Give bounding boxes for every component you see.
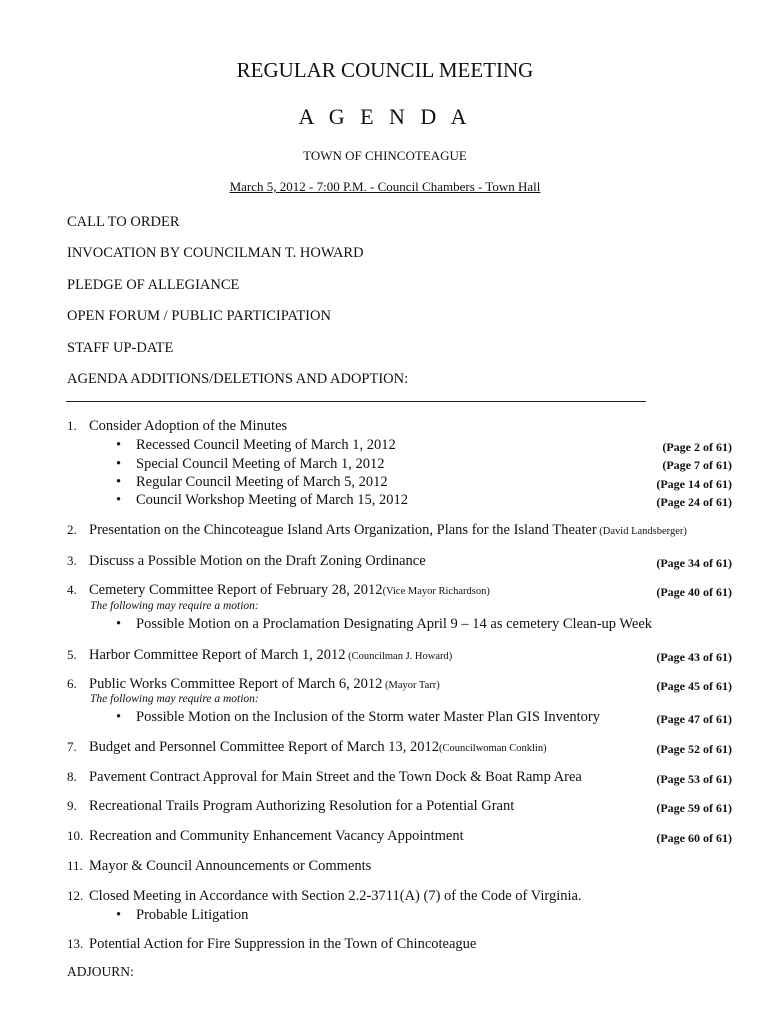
agenda-item-8: 8. Pavement Contract Approval for Main Street and the Town Dock & Boat Ramp Area <box>67 769 582 785</box>
adjourn: ADJOURN: <box>67 964 134 979</box>
page-ref: (Page 53 of 61) <box>656 772 732 786</box>
page-ref: (Page 59 of 61) <box>656 801 732 815</box>
page-ref: (Page 60 of 61) <box>656 831 732 845</box>
page-ref: (Page 34 of 61) <box>656 556 732 570</box>
divider-rule <box>66 401 646 402</box>
minutes-item: • Council Workshop Meeting of March 15, 2012 <box>116 492 409 508</box>
page-ref: (Page 7 of 61) <box>662 458 732 472</box>
page-ref: (Page 24 of 61) <box>656 495 732 509</box>
agenda-item-13: 13. Potential Action for Fire Suppression in the Town of Chincoteague <box>67 936 477 952</box>
page-ref: (Page 47 of 61) <box>656 712 732 726</box>
minutes-item: • Regular Council Meeting of March 5, 2012 <box>116 474 388 490</box>
town-name: TOWN OF CHINCOTEAGUE <box>303 148 467 163</box>
page-ref: (Page 43 of 61) <box>656 650 732 664</box>
agenda-item-2: 2. Presentation on the Chincoteague Island Arts Organization, Plans for the Island Theater (David Landsberger) <box>67 522 687 538</box>
motion-item: • Possible Motion on the Inclusion of the Storm water Master Plan GIS Inventory <box>116 709 600 725</box>
page-ref: (Page 2 of 61) <box>662 440 732 454</box>
motion-note: The following may require a motion: <box>90 600 259 612</box>
agenda-item-4: 4. Cemetery Committee Report of February 28, 2012(Vice Mayor Richardson) <box>67 582 490 598</box>
open-forum: OPEN FORUM / PUBLIC PARTICIPATION <box>67 308 331 324</box>
call-to-order: CALL TO ORDER <box>67 214 180 230</box>
minutes-item: • Recessed Council Meeting of March 1, 2012 <box>116 437 396 453</box>
page-ref: (Page 52 of 61) <box>656 742 732 756</box>
agenda-heading: A G E N D A <box>298 104 472 129</box>
motion-note: The following may require a motion: <box>90 693 259 705</box>
meeting-dateline: March 5, 2012 - 7:00 P.M. - Council Chambers - Town Hall <box>229 179 541 194</box>
pledge: PLEDGE OF ALLEGIANCE <box>67 277 240 293</box>
closed-meeting-subitem: • Probable Litigation <box>116 907 249 923</box>
agenda-item-9: 9. Recreational Trails Program Authorizing Resolution for a Potential Grant <box>67 798 515 814</box>
staff-update: STAFF UP-DATE <box>67 340 174 356</box>
agenda-item-3: 3. Discuss a Possible Motion on the Draft Zoning Ordinance <box>67 553 426 569</box>
agenda-item-7: 7. Budget and Personnel Committee Report of March 13, 2012(Councilwoman Conklin) <box>67 739 547 755</box>
invocation: INVOCATION BY COUNCILMAN T. HOWARD <box>67 245 364 261</box>
motion-item: • Possible Motion on a Proclamation Designating April 9 – 14 as cemetery Clean-up Week <box>116 616 653 632</box>
page-title: REGULAR COUNCIL MEETING <box>236 58 534 82</box>
agenda-item-12: 12. Closed Meeting in Accordance with Section 2.2-3711(A) (7) of the Code of Virginia. <box>67 888 582 904</box>
page-ref: (Page 40 of 61) <box>656 585 732 599</box>
page-ref: (Page 14 of 61) <box>656 477 732 491</box>
agenda-item-11: 11. Mayor & Council Announcements or Comments <box>67 858 372 874</box>
agenda-item-10: 10. Recreation and Community Enhancement Vacancy Appointment <box>67 828 464 844</box>
agenda-item-5: 5. Harbor Committee Report of March 1, 2012 (Councilman J. Howard) <box>67 647 453 663</box>
minutes-item: • Special Council Meeting of March 1, 2012 <box>116 456 385 472</box>
page-ref: (Page 45 of 61) <box>656 679 732 693</box>
agenda-additions: AGENDA ADDITIONS/DELETIONS AND ADOPTION: <box>67 371 409 387</box>
agenda-item-1: 1. Consider Adoption of the Minutes <box>67 418 288 434</box>
agenda-item-6: 6. Public Works Committee Report of March 6, 2012 (Mayor Tarr) <box>67 676 440 692</box>
